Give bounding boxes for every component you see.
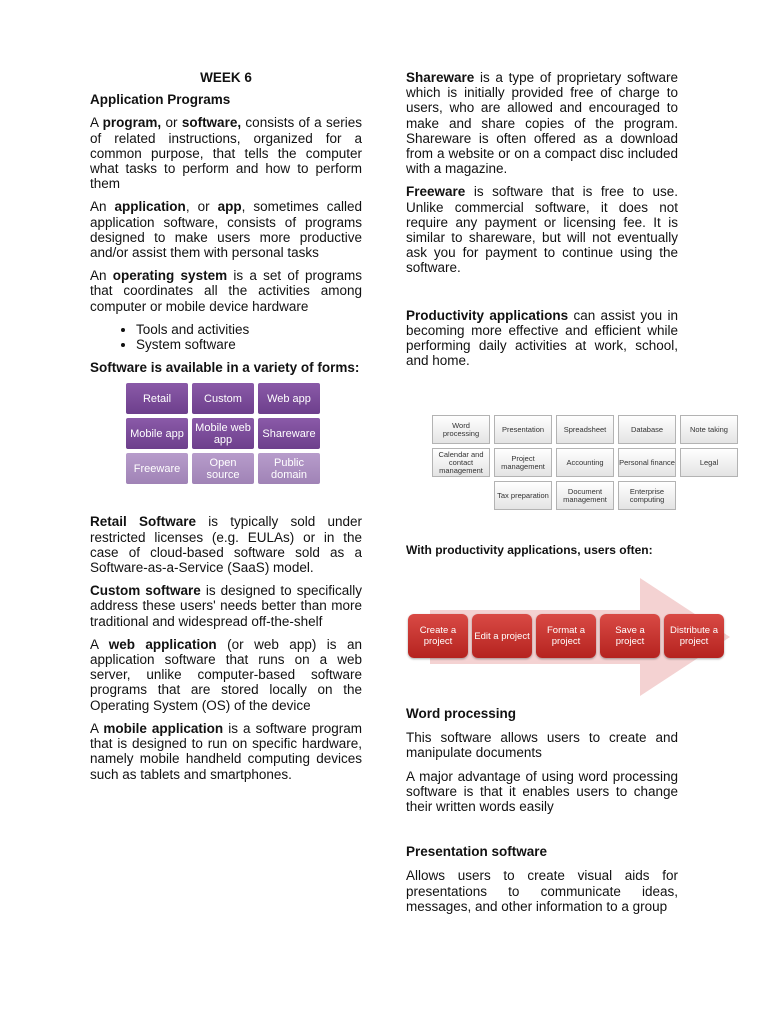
- productivity-box: Spreadsheet: [556, 415, 614, 444]
- application-paragraph: An application, or app, sometimes called application software, consists of programs designed to make users more productive and/or assist them with personal tasks: [90, 199, 362, 261]
- flow-step-create: Create a project: [408, 614, 468, 658]
- bullet-item: • Tools and activities: [136, 322, 362, 337]
- productivity-box: Tax preparation: [494, 481, 552, 510]
- empty-cell: [680, 481, 738, 510]
- form-tile-public-domain: Public domain: [258, 453, 320, 484]
- shareware-paragraph: Shareware is a type of proprietary software which is initially provided free of charge to users, who are allowed and encouraged to make and share copies of the program. Shareware is often offered as a download from a website or on a compact disc included with a magazine.: [406, 70, 678, 177]
- application-programs-heading: Application Programs: [90, 92, 231, 108]
- form-tile-custom: Custom: [192, 383, 254, 414]
- productivity-paragraph: Productivity applications can assist you in becoming more effective and efficient while performing daily activities at work, school, and home.: [406, 307, 679, 369]
- productivity-box: Accounting: [556, 448, 614, 477]
- mobile-application-paragraph: A mobile application is a software program that is designed to run on specific hardware, namely mobile handheld computing devices such as tablets and smartphones.: [90, 720, 362, 782]
- productivity-box: Word processing: [432, 415, 490, 444]
- week-title: WEEK 6: [200, 70, 252, 85]
- form-tile-freeware: Freeware: [126, 453, 188, 484]
- productivity-box: Enterprise computing: [618, 481, 676, 510]
- productivity-box: Presentation: [494, 415, 552, 444]
- flow-step-edit: Edit a project: [472, 614, 532, 658]
- productivity-box: Note taking: [680, 415, 738, 444]
- productivity-box: Database: [618, 415, 676, 444]
- word-processing-heading: Word processing: [406, 706, 517, 721]
- productivity-box: Project management: [494, 448, 552, 477]
- freeware-paragraph: Freeware is software that is free to use. Unlike commercial software, it does not require any payment or licensing fee. It is similar to shareware, but will not eventually ask you for payment to continue using the software.: [406, 184, 678, 276]
- word-processing-paragraph-1: This software allows users to create and manipulate documents: [406, 730, 678, 761]
- right-lower-section: [406, 706, 678, 922]
- form-tile-retail: Retail: [126, 383, 188, 414]
- word-processing-paragraph-2: A major advantage of using word processing software is that it enables users to change their written words easily: [406, 768, 678, 815]
- productivity-box: Personal finance: [618, 448, 676, 477]
- flow-step-save: Save a project: [600, 614, 660, 658]
- software-forms-heading: Software is available in a variety of forms:: [90, 360, 360, 376]
- empty-cell: [432, 481, 490, 510]
- bullet-item: • System software: [136, 337, 362, 352]
- project-flow-diagram: [406, 578, 728, 696]
- right-column: [406, 70, 678, 376]
- productivity-box: Calendar and contact management: [432, 448, 490, 477]
- form-tile-open-source: Open source: [192, 453, 254, 484]
- retail-software-paragraph: Retail Software is typically sold under restricted licenses (e.g. EULAs) or in the case of cloud-based software sold as a Software-as-a-Service (SaaS) model.: [90, 514, 363, 576]
- form-tile-shareware: Shareware: [258, 418, 320, 449]
- os-bullet-list: [90, 322, 362, 352]
- program-paragraph: A program, or software, consists of a series of related instructions, organized for a common purpose, that tells the computer what tasks to perform and how to perform them: [90, 115, 362, 192]
- software-forms-diagram: [126, 383, 362, 484]
- presentation-software-heading: Presentation software: [406, 844, 548, 860]
- productivity-box: Document management: [556, 481, 614, 510]
- presentation-software-paragraph: Allows users to create visual aids for presentations to communicate ideas, messages, and other information to a group: [406, 868, 678, 914]
- operating-system-paragraph: An operating system is a set of programs that coordinates all the activities among computer or mobile device hardware: [90, 268, 362, 314]
- left-column: [90, 70, 362, 790]
- flow-step-distribute: Distribute a project: [664, 614, 724, 658]
- form-tile-web-app: Web app: [258, 383, 320, 414]
- productivity-applications-diagram: [432, 415, 738, 510]
- with-productivity-heading: With productivity applications, users often:: [406, 543, 653, 557]
- flow-step-format: Format a project: [536, 614, 596, 658]
- custom-software-paragraph: Custom software is designed to specifically address these users' needs better than more traditional and widespread off-the-shelf: [90, 583, 362, 629]
- form-tile-mobile-web-app: Mobile web app: [192, 418, 254, 449]
- productivity-box: Legal: [680, 448, 738, 477]
- web-application-paragraph: A web application (or web app) is an application software that runs on a web server, unlike computer-based software programs that are stored locally on the Operating System (OS) of the device: [90, 636, 362, 713]
- form-tile-mobile-app: Mobile app: [126, 418, 188, 449]
